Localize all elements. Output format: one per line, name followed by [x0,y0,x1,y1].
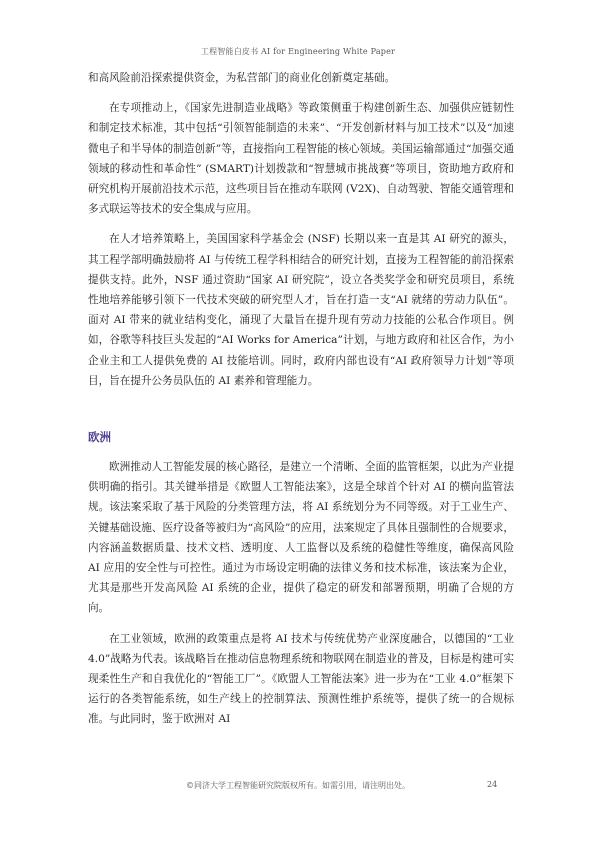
paragraph-talent-strategy: 在人才培养策略上，美国国家科学基金会 (NSF) 长期以来一直是其 AI 研究的源头，其工程学部明确鼓励将 AI 与传统工程学科相结合的研究计划，直接为工程智能的前沿探索提供支持。此外，NSF 通过资助“国家 AI 研究院”，设立各类奖学金和研究员项目，系统性地培养能够引领下一代技术突破的研究型人才，旨在打造一支“AI 就绪的劳动力队伍”。 面对 AI 带来的就业结构变化，涌现了大量旨在提升现有劳动力技能的公私合作项目。例如，谷歌等科技巨头发起的“AI Works for America”计划，与地方政府和社区合作，为小企业主和工人提供免费的 AI 技能培训。同时，政府内部也设有“AI 政府领导力计划”等项目，旨在提升公务员队伍的 AI 素养和管理能力。 [88,233,514,387]
running-header: 工程智能白皮书 AI for Engineering White Paper [200,47,396,56]
section-title-europe: 欧洲 [88,430,111,445]
paragraph-europe-industry: 在工业领域，欧洲的政策重点是将 AI 技术与传统优势产业深度融合，以德国的“工业 4.0”战略为代表。该战略旨在推动信息物理系统和物联网在制造业的普及，目标是构建可实现柔性生产和自我优化的“智能工厂”。《欧盟人工智能法案》进一步为在“工业 4.0”框架下运行的各类智能系统，如生产线上的控制算法、预测性维护系统等，提供了统一的合规标准。与此同时，鉴于欧洲对 AI [88,632,514,726]
paragraph-europe-regulation: 欧洲推动人工智能发展的核心路径，是建立一个清晰、全面的监管框架，以此为产业提供明确的指引。其关键举措是《欧盟人工智能法案》，这是全球首个针对 AI 的横向监管法规。该法案采取了基于风险的分类管理方法，将 AI 系统划分为不同等级。对于工业生产、关键基础设施、医疗设备等被归为“高风险”的应用，法案规定了具体且强制性的合规要求，内容涵盖数据质量、技术文档、透明度、人工监督以及系统的稳健性等维度，确保高风险 AI 应用的安全性与可控性。通过为市场设定明确的法律义务和技术标准，该法案为企业，尤其是那些开发高风险 AI 系统的企业，提供了稳定的研发和部署预期，明确了合规的方向。 [88,461,514,615]
page-body [88,68,514,730]
paragraph-special-programs: 在专项推动上，《国家先进制造业战略》等政策侧重于构建创新生态、加强供应链韧性和制定技术标准，其中包括“引领智能制造的未来”、“开发创新材料与加工技术”以及“加速微电子和半导体的制造创新”等，直接指向工程智能的核心领域。美国运输部通过“加强交通领域的移动性和革命性” (SMART)计划拨款和“智慧城市挑战赛”等项目，资助地方政府和研究机构开展前沿技术示范，这些项目旨在推动车联网 (V2X)、自动驾驶、智能交通管理和多式联运等技术的安全集成与应用。 [88,102,514,216]
copyright-notice: ©同济大学工程智能研究院版权所有。如需引用，请注明出处。 [186,781,410,790]
page-number: 24 [487,780,498,789]
paragraph-continuation: 和高风险前沿探索提供资金，为私营部门的商业化创新奠定基础。 [88,72,396,84]
